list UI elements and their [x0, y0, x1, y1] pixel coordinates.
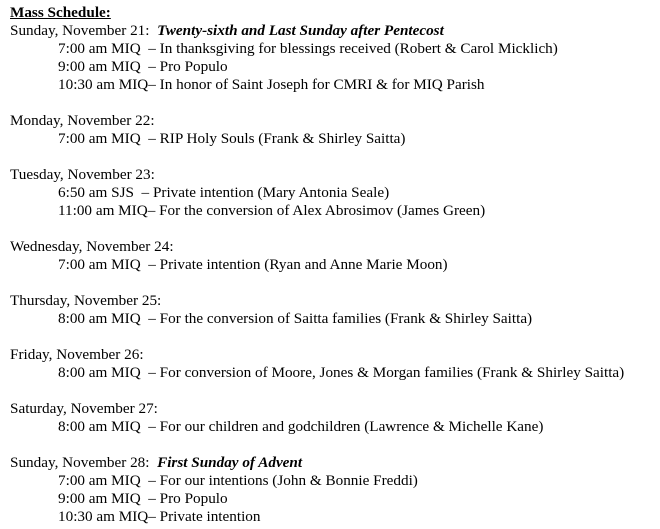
mass-time: 7:00 am MIQ: [58, 256, 141, 273]
schedule-days: [10, 22, 660, 526]
day-date: Sunday, November 28:: [10, 454, 150, 471]
day-gap: [10, 436, 660, 454]
mass-time: 8:00 am MIQ: [58, 418, 141, 435]
mass-time: 7:00 am MIQ: [58, 40, 141, 57]
mass-intention: For our intentions (John & Bonnie Freddi): [159, 472, 418, 489]
mass-entry: [10, 310, 660, 328]
day-block: [10, 292, 660, 328]
feast-name: First Sunday of Advent: [157, 454, 303, 471]
mass-entry: [10, 418, 660, 436]
mass-separator: –: [148, 130, 156, 147]
mass-separator: –: [148, 310, 156, 327]
mass-time: 10:30 am MIQ: [58, 76, 149, 93]
mass-entry: [10, 490, 660, 508]
mass-time: 9:00 am MIQ: [58, 58, 141, 75]
mass-separator: –: [141, 184, 150, 201]
mass-intention: For conversion of Moore, Jones & Morgan families (Frank & Shirley Saitta): [159, 364, 625, 381]
day-header: [10, 112, 660, 130]
mass-separator: –: [148, 256, 156, 273]
day-gap: [10, 148, 660, 166]
mass-separator: –: [147, 202, 156, 219]
spacer: [149, 22, 157, 39]
mass-entry: [10, 76, 660, 94]
day-block: [10, 166, 660, 220]
mass-intention: Private intention (Mary Antonia Seale): [152, 184, 390, 201]
day-header: [10, 454, 660, 472]
day-header: [10, 346, 660, 364]
day-block: [10, 22, 660, 94]
mass-separator: –: [148, 364, 156, 381]
mass-time: 8:00 am MIQ: [58, 364, 141, 381]
mass-time: 8:00 am MIQ: [58, 310, 141, 327]
mass-intention: Pro Populo: [159, 490, 228, 507]
mass-intention: RIP Holy Souls (Frank & Shirley Saitta): [159, 130, 406, 147]
mass-entry: [10, 40, 660, 58]
mass-intention: Pro Populo: [159, 58, 228, 75]
mass-time: 10:30 am MIQ: [58, 508, 149, 525]
day-block: [10, 238, 660, 274]
feast-name: Twenty-sixth and Last Sunday after Pentecost: [157, 22, 444, 39]
day-gap: [10, 328, 660, 346]
schedule-title: Mass Schedule:: [10, 4, 111, 21]
mass-entry: [10, 364, 660, 382]
day-date: Sunday, November 21:: [10, 22, 150, 39]
spacer: [134, 184, 142, 201]
day-gap: [10, 94, 660, 112]
day-gap: [10, 382, 660, 400]
day-block: [10, 346, 660, 382]
day-block: [10, 400, 660, 436]
day-date: Thursday, November 25:: [10, 292, 162, 309]
mass-time: 9:00 am MIQ: [58, 490, 141, 507]
day-gap: [10, 220, 660, 238]
day-date: Wednesday, November 24:: [10, 238, 174, 255]
day-gap: [10, 274, 660, 292]
day-block: [10, 454, 660, 526]
mass-time: 11:00 am MIQ: [58, 202, 148, 219]
mass-separator: –: [148, 472, 156, 489]
mass-intention: In thanksgiving for blessings received (Robert & Carol Micklich): [159, 40, 558, 57]
mass-entry: [10, 256, 660, 274]
mass-intention: For our children and godchildren (Lawrence & Michelle Kane): [159, 418, 544, 435]
day-date: Saturday, November 27:: [10, 400, 158, 417]
day-date: Monday, November 22:: [10, 112, 155, 129]
mass-separator: –: [148, 418, 156, 435]
day-date: Tuesday, November 23:: [10, 166, 155, 183]
mass-entry: [10, 130, 660, 148]
day-header: [10, 238, 660, 256]
mass-intention: Private intention: [159, 508, 261, 525]
mass-separator: –: [148, 76, 156, 93]
mass-entry: [10, 58, 660, 76]
mass-intention: Private intention (Ryan and Anne Marie Moon): [159, 256, 448, 273]
day-header: [10, 292, 660, 310]
mass-time: 6:50 am SJS: [58, 184, 134, 201]
day-header: [10, 400, 660, 418]
mass-separator: –: [148, 40, 156, 57]
mass-entry: [10, 472, 660, 490]
mass-entry: [10, 508, 660, 526]
mass-time: 7:00 am MIQ: [58, 472, 141, 489]
mass-separator: –: [148, 490, 156, 507]
day-block: [10, 112, 660, 148]
mass-intention: For the conversion of Saitta families (Frank & Shirley Saitta): [159, 310, 533, 327]
day-header: [10, 22, 660, 40]
mass-separator: –: [148, 508, 156, 525]
spacer: [149, 454, 157, 471]
mass-time: 7:00 am MIQ: [58, 130, 141, 147]
mass-entry: [10, 202, 660, 220]
day-header: [10, 166, 660, 184]
mass-entry: [10, 184, 660, 202]
mass-separator: –: [148, 58, 156, 75]
mass-intention: In honor of Saint Joseph for CMRI & for MIQ Parish: [159, 76, 485, 93]
day-date: Friday, November 26:: [10, 346, 144, 363]
mass-intention: For the conversion of Alex Abrosimov (James Green): [159, 202, 486, 219]
